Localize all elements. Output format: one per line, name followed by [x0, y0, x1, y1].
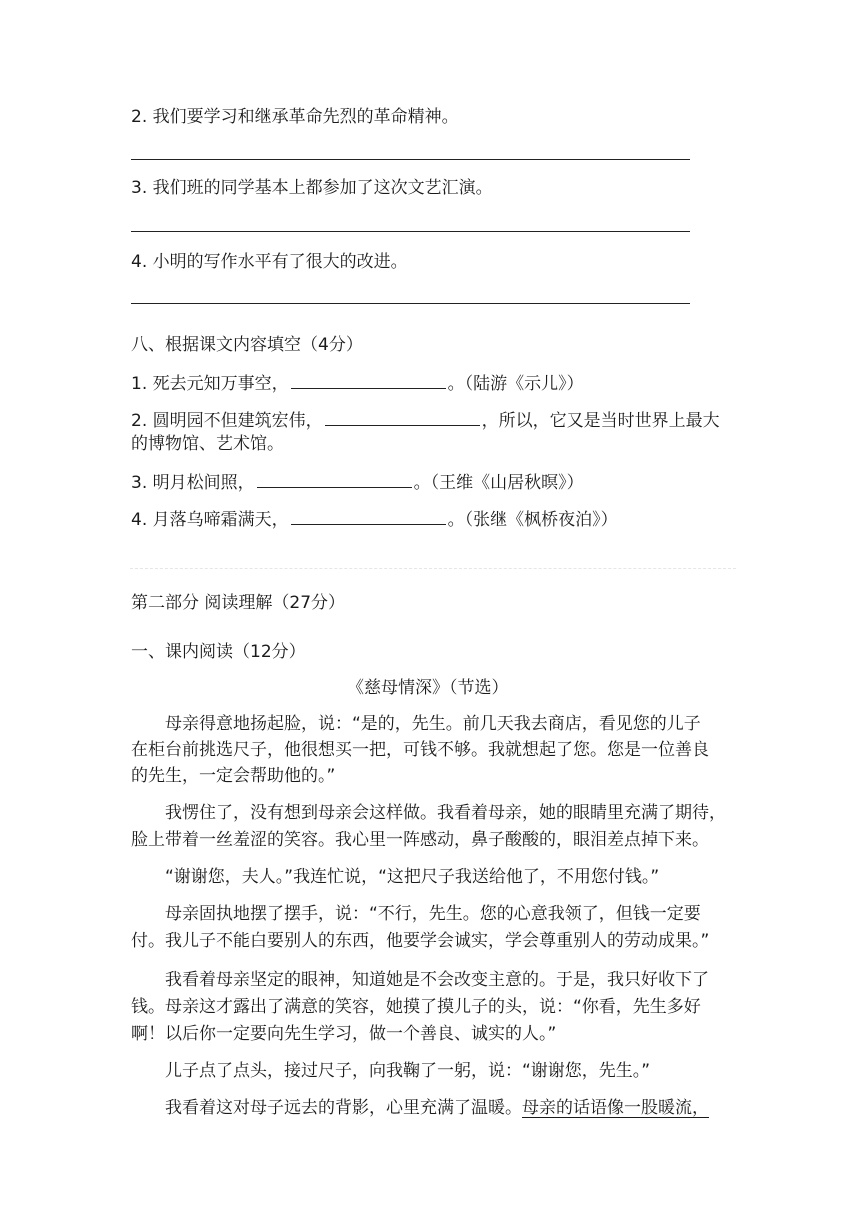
fill-question-2 [131, 407, 720, 432]
question-2: 2. 我们要学习和继承革命先烈的革命精神。 [131, 107, 459, 127]
passage-title: 《慈母情深》（节选） [347, 678, 509, 698]
question-4: 4. 小明的写作水平有了很大的改进。 [131, 252, 408, 272]
fill-blank-3[interactable] [257, 469, 412, 488]
fill-blank-1[interactable] [291, 370, 446, 389]
passage-line: 我看着母亲坚定的眼神，知道她是不会改变主意的。于是，我只好收下了 [165, 970, 709, 990]
fill-q3-prompt: 3. 明月松间照， [131, 473, 255, 493]
passage-line-last [165, 1097, 709, 1119]
passage-line: 啊！以后你一定要向先生学习，做一个善良、诚实的人。” [131, 1024, 557, 1044]
fill-blank-2[interactable] [325, 407, 480, 426]
fill-q2-rest: ，所以，它又是当时世界上最大 [481, 411, 720, 431]
passage-line: 钱。母亲这才露出了满意的笑容，她摸了摸儿子的头，说：“你看，先生多好 [131, 997, 701, 1017]
passage-line: 母亲得意地扬起脸，说：“是的，先生。前几天我去商店，看见您的儿子 [165, 714, 701, 734]
fill-q4-source: 。（张继《枫桥夜泊》） [447, 510, 618, 530]
fill-q2-prompt: 2. 圆明园不但建筑宏伟， [131, 411, 323, 431]
passage-line: 脸上带着一丝羞涩的笑容。我心里一阵感动，鼻子酸酸的，眼泪差点掉下来。 [131, 830, 709, 850]
fill-blank-4[interactable] [291, 506, 446, 525]
reading-section-title: 一、课内阅读（12分） [131, 642, 306, 662]
fill-question-1 [131, 370, 584, 395]
section-divider [130, 568, 736, 569]
fill-q1-prompt: 1. 死去元知万事空， [131, 374, 289, 394]
passage-line: 儿子点了点头，接过尺子，向我鞠了一躬，说：“谢谢您，先生。” [165, 1061, 651, 1081]
fill-q1-source: 。（陆游《示儿》） [447, 374, 584, 394]
fill-q3-source: 。（王维《山居秋暝》） [413, 473, 584, 493]
passage-line: 我愣住了，没有想到母亲会这样做。我看着母亲，她的眼睛里充满了期待， [165, 803, 726, 823]
fill-question-3 [131, 469, 584, 494]
passage-line: 在柜台前挑选尺子，他很想买一把，可钱不够。我就想起了您。您是一位善良 [131, 740, 709, 760]
answer-line-2[interactable] [131, 159, 690, 160]
passage-line: “谢谢您，夫人。”我连忙说，“这把尺子我送给他了，不用您付钱。” [165, 867, 660, 887]
part-2-title: 第二部分 阅读理解（27分） [131, 593, 346, 613]
passage-line: 的先生，一定会帮助他的。” [131, 766, 336, 786]
passage-last-plain: 我看着这对母子远去的背影，心里充满了温暖。 [165, 1098, 522, 1118]
fill-question-4 [131, 506, 618, 531]
passage-line: 付。我儿子不能白要别人的东西，他要学会诚实，学会尊重别人的劳动成果。” [131, 931, 710, 951]
fill-question-2-cont: 的博物馆、艺术馆。 [131, 434, 284, 454]
passage-last-underlined: 母亲的话语像一股暖流， [522, 1098, 709, 1118]
passage-line: 母亲固执地摆了摆手，说：“不行，先生。您的心意我领了，但钱一定要 [165, 904, 701, 924]
fill-q4-prompt: 4. 月落乌啼霜满天， [131, 510, 289, 530]
answer-line-3[interactable] [131, 231, 690, 232]
answer-line-4[interactable] [131, 303, 690, 304]
section-8-title: 八、根据课文内容填空（4分） [131, 335, 363, 355]
question-3: 3. 我们班的同学基本上都参加了这次文艺汇演。 [131, 178, 493, 198]
